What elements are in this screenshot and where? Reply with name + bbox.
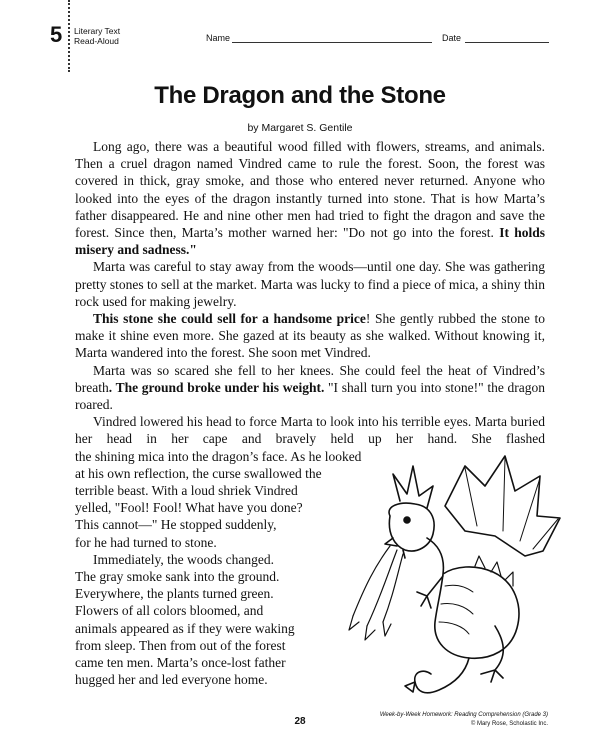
name-label: Name — [206, 33, 231, 43]
story-line: Flowers of all colors bloomed, and — [75, 603, 264, 619]
story-line: Without knowing it, Marta wandered into the forest. She soon met Vindred. — [75, 328, 545, 361]
emphasis-text: It holds misery and sadness." — [75, 225, 546, 258]
date-field[interactable] — [465, 42, 549, 43]
story-line: Marta was so scared she fell to her knees. She could feel the heat of — [93, 362, 488, 378]
story-line: from sleep. Then from out of the forest — [75, 637, 286, 653]
story-title: The Dragon and the Stone — [154, 82, 446, 109]
story-line: into stone. That is how Marta’s father disappeared. He and nine other men — [75, 190, 546, 223]
story-line: The gray smoke sank into the ground. — [75, 569, 280, 585]
paragraph-1 — [75, 138, 545, 258]
emphasis-text: This stone she could sell for a handsome price — [93, 311, 366, 327]
story-line: Vindred’s breath — [75, 362, 545, 395]
story-line: the stone to make it shine even more. She gazed at its beauty as she walked. — [75, 311, 545, 344]
story-line: warned her: "Do not go into the forest. — [271, 225, 500, 241]
name-field[interactable] — [232, 42, 432, 43]
story-line: returned. Anyone who looked into the eyes of the dragon instantly turned — [75, 173, 545, 206]
story-line: animals. Then a cruel dragon named Vindred came to rule the forest. Soon, — [75, 139, 546, 172]
paragraph-3 — [75, 310, 545, 362]
date-label: Date — [442, 33, 462, 43]
story-line: Everywhere, the plants turned green. — [75, 586, 274, 602]
story-line: yelled, "Fool! Fool! What have you done? — [75, 500, 303, 516]
paragraph-4 — [75, 362, 545, 414]
story-line: into stone!" the dragon roared. — [75, 379, 546, 413]
story-line: animals appeared as if they were waking — [75, 620, 295, 636]
paragraph-2 — [75, 258, 545, 310]
story-line: the shining mica into the dragon’s face. As he looked — [75, 448, 362, 464]
story-line: came ten men. Marta’s once-lost father — [75, 655, 286, 671]
story-line: Marta was careful to stay away from the woods—until one day. She was — [93, 259, 491, 275]
copyright-credit: © Mary Rose, Scholastic Inc. — [470, 721, 548, 727]
story-line: the forest was covered in thick, gray smoke, and those who entered never — [75, 156, 545, 189]
story-line: had tried to fight the dragon and save the forest. Since then, Marta’s mother — [75, 207, 545, 241]
story-line: ! She gently rubbed — [365, 311, 476, 327]
week-number: 5 — [50, 22, 63, 47]
story-byline: by Margaret S. Gentile — [247, 122, 353, 134]
story-line: Long ago, there was a beautiful wood filled with flowers, streams, and — [93, 139, 495, 154]
dragon-illustration — [345, 446, 570, 708]
section-label-line2: Read-Aloud — [74, 36, 119, 46]
emphasis-text: . The ground broke under his weight. — [108, 379, 325, 395]
section-label-line1: Literary Text — [74, 26, 121, 36]
story-line: for he had turned to stone. — [75, 534, 217, 550]
story-line: gathering pretty stones to sell at the market. Marta was lucky to find a piece — [75, 259, 546, 292]
story-line: terrible beast. With a loud shriek Vindred — [75, 483, 298, 499]
page-number: 28 — [294, 716, 306, 727]
story-line: of mica, a shiny thin rock used for making jewelry. — [75, 276, 546, 309]
story-line: Marta buried her head in her cape and bravely held up her hand. She flashed — [75, 414, 546, 447]
story-line: at his own reflection, the curse swallowed the — [75, 465, 322, 481]
story-line: hugged her and led everyone home. — [75, 672, 268, 688]
story-line: This cannot—" He stopped suddenly, — [75, 517, 277, 533]
story-line: "I shall turn you — [324, 379, 417, 395]
story-line: Immediately, the woods changed. — [93, 551, 274, 567]
story-line: Vindred lowered his head to force Marta to look into his terrible eyes. — [93, 414, 472, 430]
header-divider — [68, 0, 70, 72]
book-credit: Week-by-Week Homework: Reading Comprehension (Grade 3) — [379, 712, 548, 718]
